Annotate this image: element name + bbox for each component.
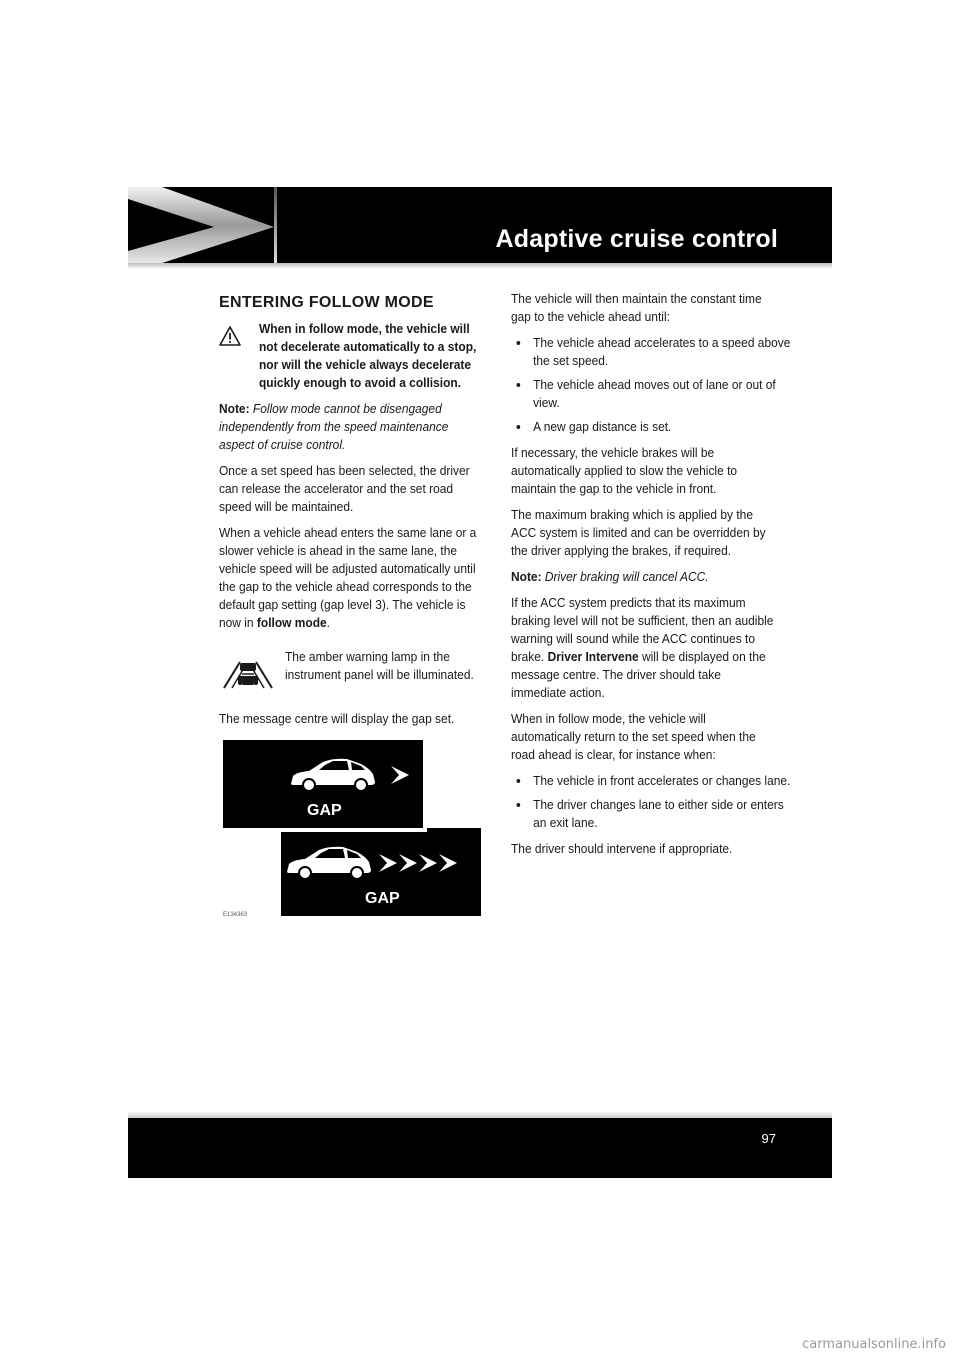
intro-paragraph: The vehicle will then maintain the constant time gap to the vehicle ahead until: [511, 291, 762, 324]
section-heading: ENTERING FOLLOW MODE [219, 294, 434, 311]
figure-reference: E134363 [223, 912, 248, 918]
note-paragraph [511, 568, 775, 586]
left-column [219, 290, 483, 926]
driver-intervene-term: Driver Intervene [547, 649, 639, 664]
chevron-logo-icon [128, 187, 274, 263]
list-item: The vehicle in front accelerates or changes lane. [511, 772, 797, 790]
list-item: The vehicle ahead accelerates to a speed above the set speed. [511, 334, 797, 370]
follow-mode-term: follow mode [256, 615, 327, 630]
closing-paragraph: The driver should intervene if appropriate. [511, 841, 733, 856]
gap-label: GAP [365, 890, 400, 907]
watermark: carmanualsonline.info [802, 1337, 946, 1352]
body-paragraph [511, 594, 775, 702]
car-icon [281, 828, 481, 888]
page-header [128, 187, 832, 269]
car-icon [223, 740, 423, 800]
note-text: Follow mode cannot be disengaged independently from the speed maintenance aspect of cruise control. [219, 401, 449, 452]
para-text: If the ACC system predicts that its maximum braking level will not be sufficient, then an audible warning will sound while the ACC continues to brake. [511, 595, 774, 664]
body-paragraph: When in follow mode, the vehicle will automatically return to the set speed when the road ahead is clear, for instance when: [511, 711, 756, 762]
note-label: Note: [219, 401, 250, 416]
follow-mode-lamp-icon [221, 658, 275, 690]
list-item: A new gap distance is set. [511, 418, 797, 436]
note-label: Note: [511, 569, 542, 584]
header-divider [274, 187, 277, 263]
list-item: The vehicle ahead moves out of lane or out of view. [511, 376, 797, 412]
lamp-block [219, 648, 483, 702]
body-paragraph: The maximum braking which is applied by the ACC system is limited and can be overridden by the driver applying the brakes, if required. [511, 507, 766, 558]
para-end: . [326, 615, 331, 630]
gap-panel-single [223, 740, 427, 832]
note-text: Driver braking will cancel ACC. [544, 569, 709, 584]
list-item: The driver changes lane to either side or enters an exit lane. [511, 796, 797, 832]
gap-display-figure [219, 738, 483, 926]
page-footer [128, 1111, 832, 1178]
para-text: When a vehicle ahead enters the same lane or a slower vehicle is ahead in the same lane, the vehicle speed will be adjusted automatically until the gap to the vehicle ahead corresponds to the default gap setting (gap level 3). The vehicle is now in [219, 525, 477, 630]
bullet-list [511, 334, 791, 436]
message-paragraph: The message centre will display the gap set. [219, 711, 455, 726]
body-paragraph: Once a set speed has been selected, the driver can release the accelerator and the set road speed will be maintained. [219, 463, 470, 514]
body-paragraph [219, 524, 481, 632]
warning-triangle-icon [219, 326, 241, 346]
footer-shade [128, 1111, 832, 1118]
gap-panel-max [281, 828, 481, 916]
body-paragraph: If necessary, the vehicle brakes will be automatically applied to slow the vehicle to maintain the gap to the vehicle in front. [511, 445, 738, 496]
gap-label: GAP [307, 802, 342, 819]
header-shade [128, 263, 832, 269]
warning-block [219, 320, 483, 392]
para-text: will be displayed on the message centre. The driver should take immediate action. [511, 649, 766, 700]
page-title: Adaptive cruise control [495, 225, 778, 253]
lamp-text: The amber warning lamp in the instrument panel will be illuminated. [285, 649, 474, 682]
warning-text: When in follow mode, the vehicle will not decelerate automatically to a stop, nor will the vehicle always decelerate quickly enough to avoid a collision. [259, 321, 477, 390]
bullet-list [511, 772, 791, 832]
page-number: 97 [761, 1131, 776, 1146]
right-column [511, 290, 791, 866]
note-paragraph [219, 400, 481, 454]
